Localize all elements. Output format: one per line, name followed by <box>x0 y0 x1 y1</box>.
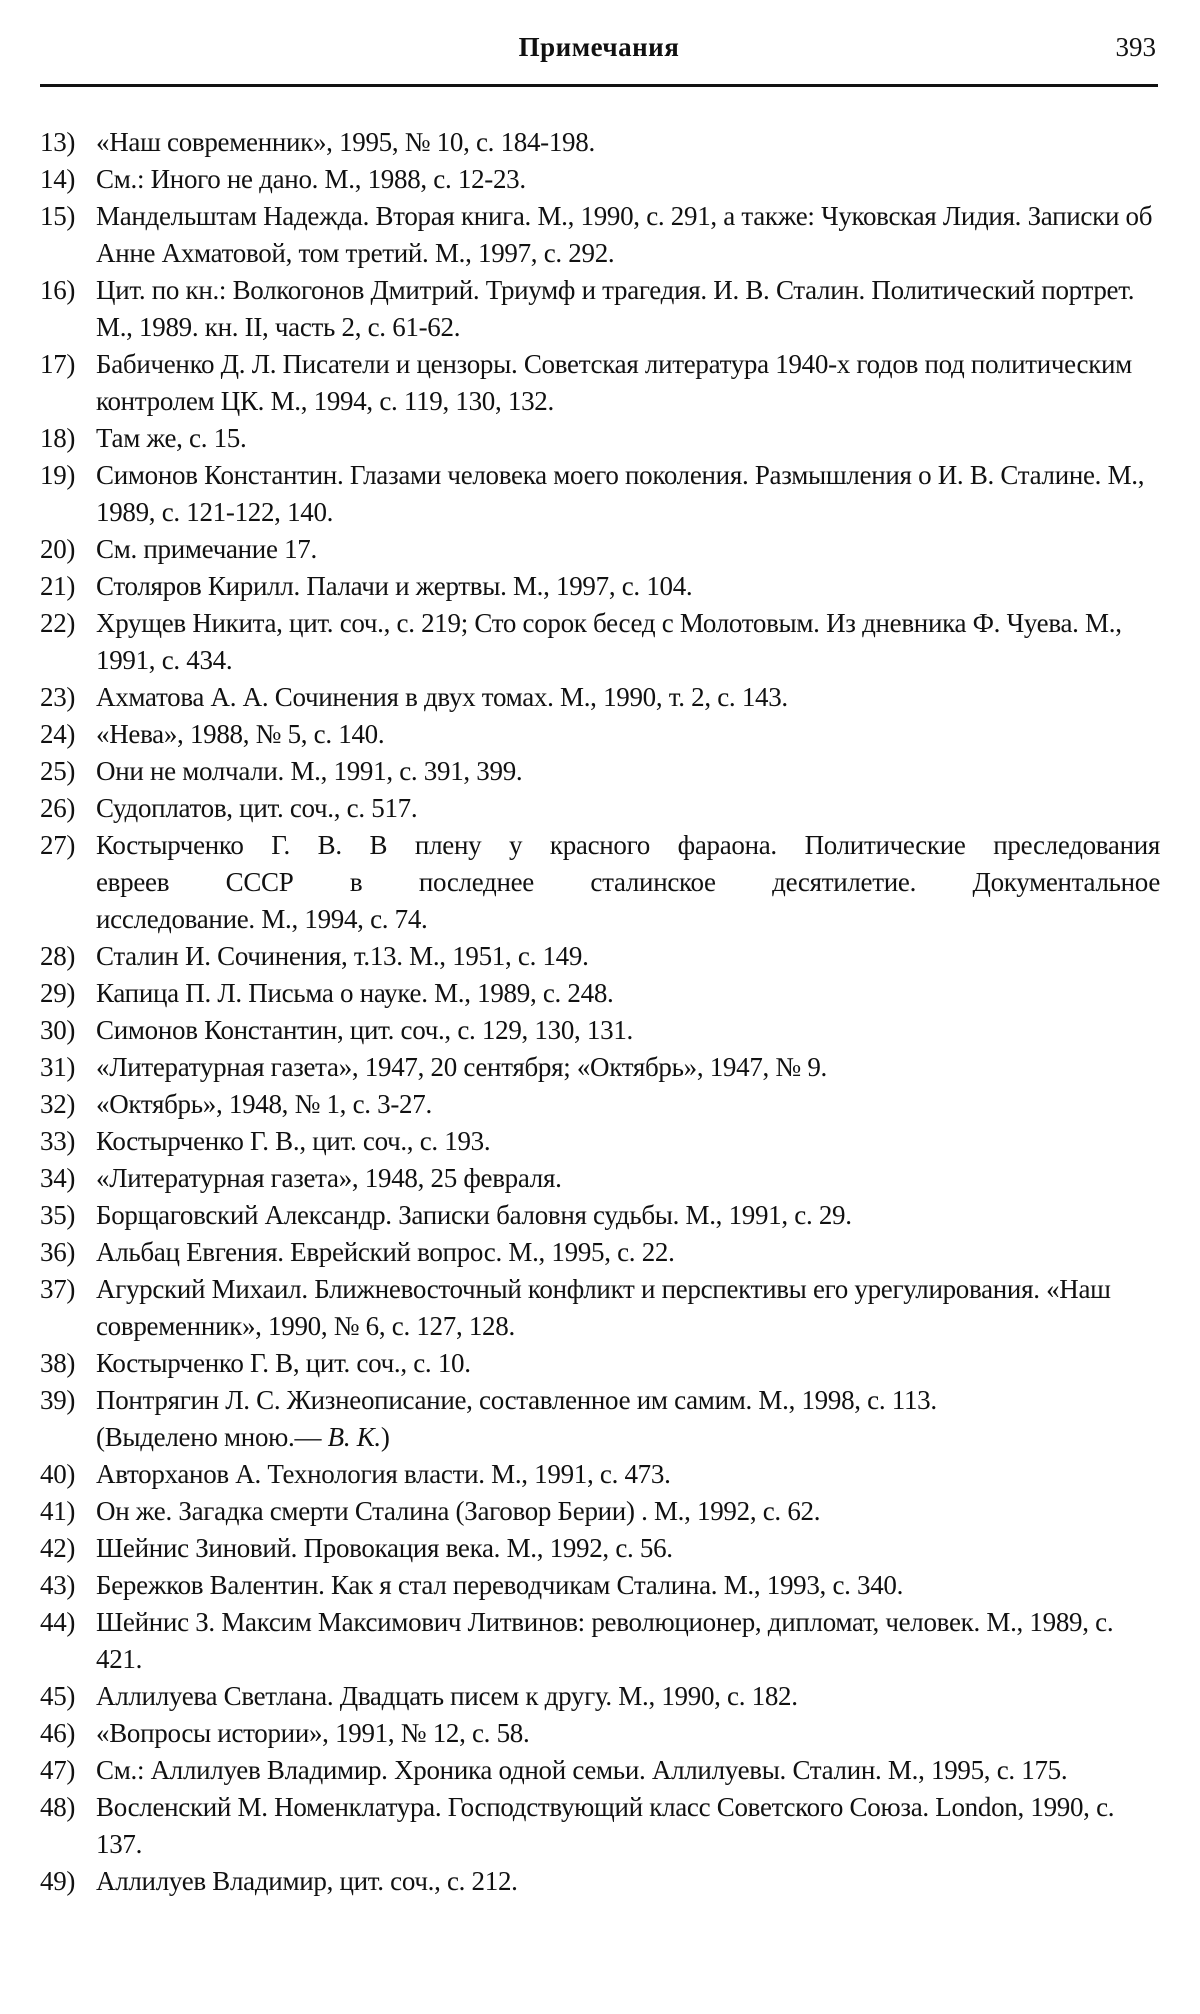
note-text-main: Цит. по кн.: Волкогонов Дмитрий. Триумф и трагедия. И. В. Сталин. Политический портрет. М., 1989. кн. II, часть 2, с. 61-62. <box>96 275 1135 342</box>
note-text <box>96 568 1160 605</box>
note-text <box>96 716 1160 753</box>
note-number: 38) <box>40 1348 76 1378</box>
note-item <box>40 1234 1160 1271</box>
note-number: 19) <box>40 460 76 490</box>
note-text <box>96 1456 1160 1493</box>
note-number: 49) <box>40 1866 76 1896</box>
note-item <box>40 1197 1160 1234</box>
note-item <box>40 161 1160 198</box>
note-number: 13) <box>40 127 76 157</box>
note-number: 24) <box>40 719 76 749</box>
note-number: 16) <box>40 275 76 305</box>
note-text-main: Мандельштам Надежда. Вторая книга. М., 1990, с. 291, а также: Чуковская Лидия. Записки об Анне Ахматовой, том третий. М., 1997, с. 292. <box>96 201 1153 268</box>
note-item <box>40 753 1160 790</box>
note-text-main: Судоплатов, цит. соч., с. 517. <box>96 793 418 823</box>
note-text-main: Шейнис З. Максим Максимович Литвинов: революционер, дипломат, человек. М., 1989, с. 421. <box>96 1607 1114 1674</box>
note-number: 26) <box>40 793 76 823</box>
note-text-main: Восленский М. Номенклатура. Господствующий класс Советского Союза. London, 1990, с. 137. <box>96 1792 1115 1859</box>
note-text-main: Симонов Константин, цит. соч., с. 129, 130, 131. <box>96 1015 633 1045</box>
note-item <box>40 568 1160 605</box>
note-number: 46) <box>40 1718 76 1748</box>
note-number: 32) <box>40 1089 76 1119</box>
note-number: 41) <box>40 1496 76 1526</box>
note-text-main: «Вопросы истории», 1991, № 12, с. 58. <box>96 1718 530 1748</box>
note-item <box>40 1752 1160 1789</box>
note-text-main: Ахматова А. А. Сочинения в двух томах. М., 1990, т. 2, с. 143. <box>96 682 788 712</box>
note-text <box>96 975 1160 1012</box>
note-number: 29) <box>40 978 76 1008</box>
note-text-main: Капица П. Л. Письма о науке. М., 1989, с. 248. <box>96 978 614 1008</box>
note-text <box>96 1234 1160 1271</box>
note-text-remark: (Выделено мною.— <box>96 1422 328 1452</box>
note-text-main: Борщаговский Александр. Записки баловня судьбы. М., 1991, с. 29. <box>96 1200 852 1230</box>
note-number: 44) <box>40 1607 76 1637</box>
note-text-main: Там же, с. 15. <box>96 423 247 453</box>
note-text <box>96 1604 1160 1678</box>
note-text-line: Костырченко Г. В. В плену у красного фараона. Политические преследования <box>96 830 1160 860</box>
note-item <box>40 1271 1160 1345</box>
note-number: 43) <box>40 1570 76 1600</box>
note-number: 33) <box>40 1126 76 1156</box>
note-item <box>40 938 1160 975</box>
note-text <box>96 124 1160 161</box>
note-text-main: «Наш современник», 1995, № 10, с. 184-198. <box>96 127 595 157</box>
note-text-line: исследование. М., 1994, с. 74. <box>96 904 428 934</box>
note-number: 28) <box>40 941 76 971</box>
note-text-main: Аллилуева Светлана. Двадцать писем к другу. М., 1990, с. 182. <box>96 1681 798 1711</box>
note-text <box>96 1493 1160 1530</box>
note-text <box>96 272 1160 346</box>
note-text <box>96 1567 1160 1604</box>
note-text <box>96 1382 1160 1456</box>
note-text-main: Бережков Валентин. Как я стал переводчикам Сталина. М., 1993, с. 340. <box>96 1570 904 1600</box>
note-number: 22) <box>40 608 76 638</box>
note-number: 37) <box>40 1274 76 1304</box>
note-text-close: ) <box>380 1422 390 1452</box>
note-number: 21) <box>40 571 76 601</box>
note-text <box>96 1160 1160 1197</box>
note-number: 36) <box>40 1237 76 1267</box>
note-item <box>40 1604 1160 1678</box>
note-text-main: См.: Аллилуев Владимир. Хроника одной семьи. Аллилуевы. Сталин. М., 1995, с. 175. <box>96 1755 1068 1785</box>
note-number: 35) <box>40 1200 76 1230</box>
note-text-main: Сталин И. Сочинения, т.13. М., 1951, с. 149. <box>96 941 589 971</box>
note-text <box>96 827 1160 938</box>
note-item <box>40 679 1160 716</box>
note-item <box>40 457 1160 531</box>
note-text <box>96 1789 1160 1863</box>
note-item <box>40 716 1160 753</box>
note-text-main: Аллилуев Владимир, цит. соч., с. 212. <box>96 1866 518 1896</box>
note-number: 45) <box>40 1681 76 1711</box>
note-item <box>40 1678 1160 1715</box>
note-text-main: «Октябрь», 1948, № 1, с. 3-27. <box>96 1089 432 1119</box>
note-text-main: Они не молчали. М., 1991, с. 391, 399. <box>96 756 523 786</box>
note-text-main: Альбац Евгения. Еврейский вопрос. М., 1995, с. 22. <box>96 1237 675 1267</box>
note-text <box>96 1345 1160 1382</box>
note-text <box>96 1123 1160 1160</box>
note-text-main: Шейнис Зиновий. Провокация века. М., 1992, с. 56. <box>96 1533 673 1563</box>
note-item <box>40 975 1160 1012</box>
note-text-main: Хрущев Никита, цит. соч., с. 219; Сто сорок бесед с Молотовым. Из дневника Ф. Чуева. М., 1991, с. 434. <box>96 608 1122 675</box>
note-number: 15) <box>40 201 76 231</box>
note-text <box>96 605 1160 679</box>
note-text <box>96 457 1160 531</box>
note-text <box>96 1752 1160 1789</box>
note-text-main: «Литературная газета», 1947, 20 сентября; «Октябрь», 1947, № 9. <box>96 1052 827 1082</box>
note-text <box>96 679 1160 716</box>
note-text <box>96 1086 1160 1123</box>
note-item <box>40 1456 1160 1493</box>
note-number: 27) <box>40 830 76 860</box>
note-text <box>96 1530 1160 1567</box>
page-title: Примечания <box>518 32 680 62</box>
note-text <box>96 531 1160 568</box>
note-item <box>40 1345 1160 1382</box>
note-item <box>40 1567 1160 1604</box>
note-item <box>40 1049 1160 1086</box>
note-item <box>40 1789 1160 1863</box>
note-item <box>40 1863 1160 1900</box>
note-item <box>40 1382 1160 1456</box>
note-text <box>96 1863 1160 1900</box>
note-text-main: Понтрягин Л. С. Жизнеописание, составленное им самим. М., 1998, с. 113. <box>96 1385 937 1415</box>
note-text <box>96 790 1160 827</box>
note-text-main: Столяров Кирилл. Палачи и жертвы. М., 1997, с. 104. <box>96 571 693 601</box>
note-item <box>40 1012 1160 1049</box>
note-text <box>96 1678 1160 1715</box>
note-text-initials: В. К. <box>327 1422 381 1452</box>
note-number: 48) <box>40 1792 76 1822</box>
note-text-main: Симонов Константин. Глазами человека моего поколения. Размышления о И. В. Сталине. М., 1989, с. 121-122, 140. <box>96 460 1145 527</box>
note-text <box>96 1012 1160 1049</box>
note-text-main: Авторханов А. Технология власти. М., 1991, с. 473. <box>96 1459 671 1489</box>
note-text <box>96 420 1160 457</box>
note-number: 31) <box>40 1052 76 1082</box>
note-text-main: Костырченко Г. В, цит. соч., с. 10. <box>96 1348 471 1378</box>
note-item <box>40 1493 1160 1530</box>
note-number: 18) <box>40 423 76 453</box>
page-header <box>40 28 1158 87</box>
note-item <box>40 1715 1160 1752</box>
note-item <box>40 1160 1160 1197</box>
note-item <box>40 827 1160 938</box>
note-text <box>96 161 1160 198</box>
note-text <box>96 1715 1160 1752</box>
note-number: 14) <box>40 164 76 194</box>
notes-list <box>40 124 1160 1900</box>
note-number: 47) <box>40 1755 76 1785</box>
note-item <box>40 346 1160 420</box>
note-text-main: Бабиченко Д. Л. Писатели и цензоры. Советская литература 1940-х годов под политическим контролем ЦК. М., 1994, с. 119, 130, 132. <box>96 349 1132 416</box>
note-text <box>96 1197 1160 1234</box>
note-text <box>96 198 1160 272</box>
note-number: 20) <box>40 534 76 564</box>
note-item <box>40 1086 1160 1123</box>
note-text-line: евреев СССР в последнее сталинское десятилетие. Документальное <box>96 867 1160 897</box>
note-item <box>40 272 1160 346</box>
note-text-main: «Литературная газета», 1948, 25 февраля. <box>96 1163 562 1193</box>
note-text-main: См.: Иного не дано. М., 1988, с. 12-23. <box>96 164 526 194</box>
note-item <box>40 198 1160 272</box>
note-text <box>96 1271 1160 1345</box>
note-number: 42) <box>40 1533 76 1563</box>
note-item <box>40 1530 1160 1567</box>
note-item <box>40 124 1160 161</box>
note-number: 34) <box>40 1163 76 1193</box>
note-number: 40) <box>40 1459 76 1489</box>
note-item <box>40 605 1160 679</box>
note-text <box>96 346 1160 420</box>
note-number: 30) <box>40 1015 76 1045</box>
note-number: 25) <box>40 756 76 786</box>
page-number: 393 <box>1115 32 1156 62</box>
note-text-main: «Нева», 1988, № 5, с. 140. <box>96 719 385 749</box>
note-number: 39) <box>40 1385 76 1415</box>
note-text <box>96 753 1160 790</box>
note-text <box>96 1049 1160 1086</box>
note-text-main: Он же. Загадка смерти Сталина (Заговор Берии) . М., 1992, с. 62. <box>96 1496 821 1526</box>
note-item <box>40 1123 1160 1160</box>
note-text-main: Костырченко Г. В., цит. соч., с. 193. <box>96 1126 491 1156</box>
note-item <box>40 790 1160 827</box>
note-item <box>40 420 1160 457</box>
note-number: 23) <box>40 682 76 712</box>
note-item <box>40 531 1160 568</box>
note-text <box>96 938 1160 975</box>
note-number: 17) <box>40 349 76 379</box>
note-text-main: Агурский Михаил. Ближневосточный конфликт и перспективы его урегулирования. «Наш современник», 1990, № 6, с. 127, 128. <box>96 1274 1111 1341</box>
note-text-main: См. примечание 17. <box>96 534 317 564</box>
